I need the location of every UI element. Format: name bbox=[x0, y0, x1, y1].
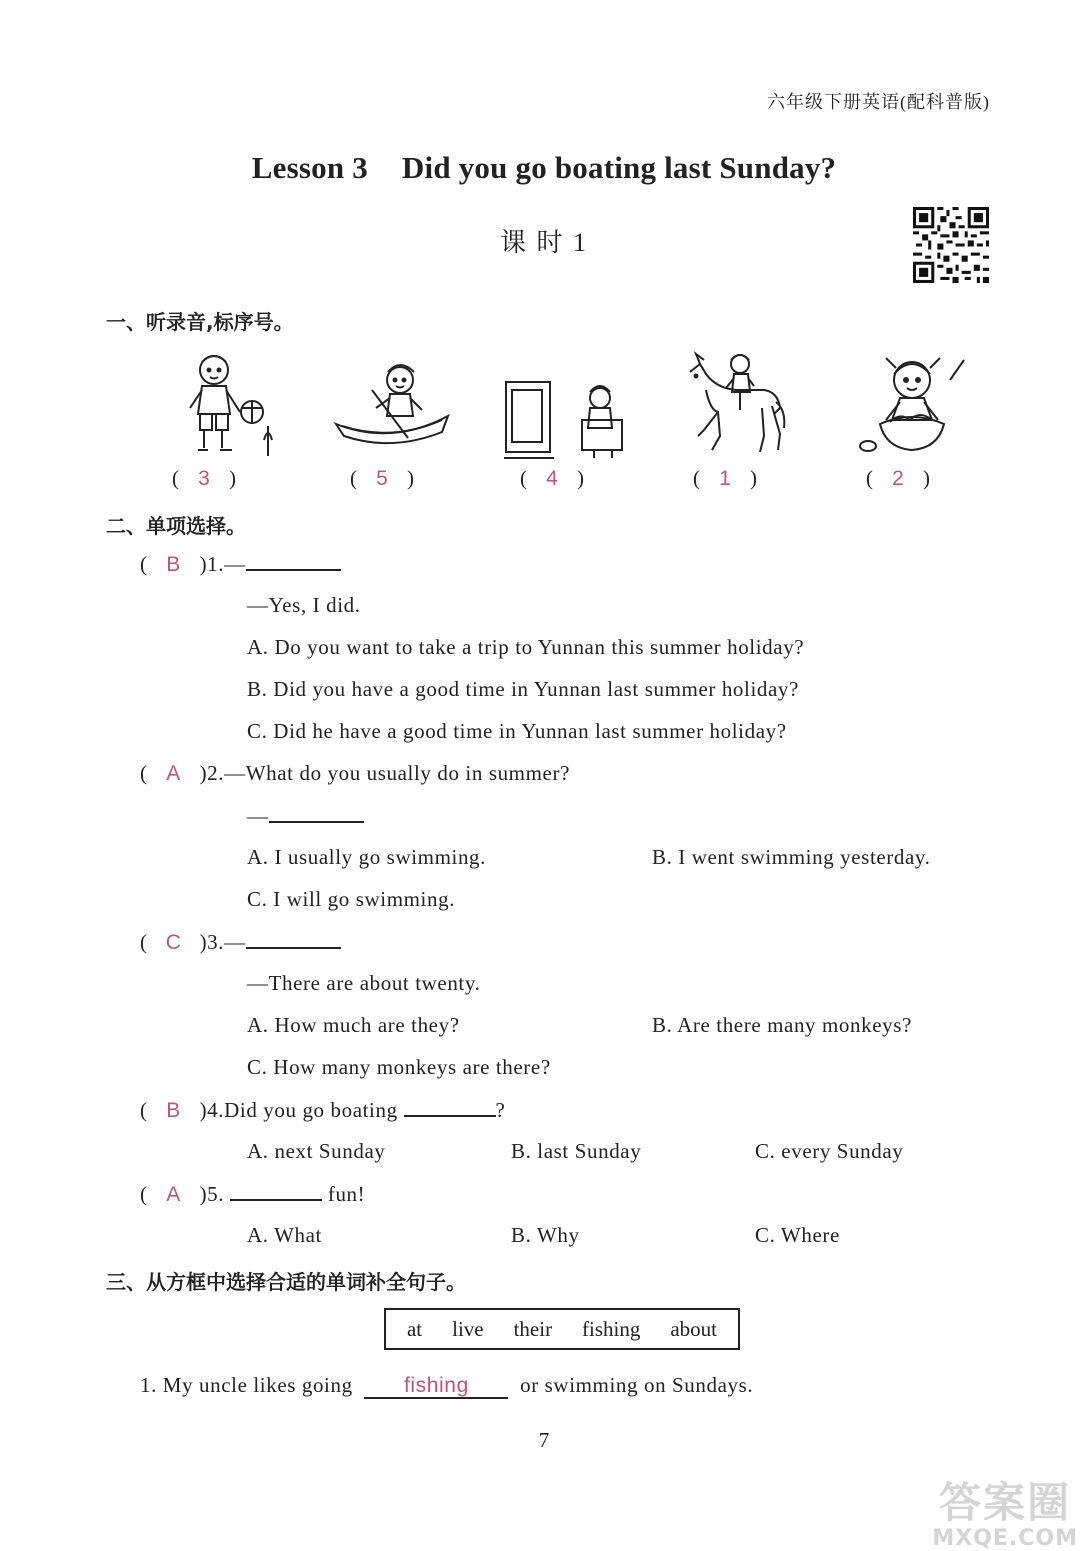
qr-code-icon[interactable] bbox=[913, 207, 989, 283]
question-2-prompt: —What do you usually do in summer? bbox=[224, 761, 570, 785]
question-4: ( B )4.Did you go boating ? bbox=[140, 1098, 506, 1122]
question-5-prompt: fun! bbox=[327, 1182, 366, 1206]
girl-washing-clothes-icon bbox=[850, 350, 970, 462]
watermark-logo-text: 答案圈 bbox=[939, 1478, 1072, 1527]
word-box-word: fishing bbox=[582, 1316, 641, 1341]
question-1-reply: —Yes, I did. bbox=[247, 593, 361, 617]
question-4-option-a: A. next Sunday bbox=[247, 1139, 386, 1163]
section-heading-listening: 一、听录音,标序号。 bbox=[106, 310, 294, 334]
answer-q3: C bbox=[165, 931, 182, 954]
question-3-option-b: B. Are there many monkeys? bbox=[652, 1013, 912, 1037]
word-box bbox=[384, 1308, 740, 1350]
question-2-option-c: C. I will go swimming. bbox=[247, 887, 456, 911]
book-header-note: 六年级下册英语(配科普版) bbox=[767, 92, 990, 112]
question-3-option-c: C. How many monkeys are there? bbox=[247, 1055, 551, 1079]
question-5-option-a: A. What bbox=[247, 1223, 322, 1247]
question-3-number: )3. bbox=[199, 930, 225, 954]
question-5-number: )5. bbox=[199, 1182, 225, 1206]
fill-sentence-1-start: 1. My uncle likes going bbox=[140, 1373, 353, 1397]
question-5: ( A )5. fun! bbox=[140, 1182, 366, 1206]
answer-q5: A bbox=[166, 1183, 181, 1206]
question-3: ( C )3.— bbox=[140, 929, 341, 955]
word-box-word: about bbox=[670, 1316, 717, 1341]
question-4-prompt: Did you go boating bbox=[224, 1098, 398, 1122]
answer-slot-picture-2: ( 5 ) bbox=[350, 466, 414, 490]
lesson-title bbox=[0, 150, 1088, 186]
site-watermark bbox=[932, 1470, 1078, 1551]
question-4-option-b: B. last Sunday bbox=[511, 1139, 642, 1163]
question-1-option-a: A. Do you want to take a trip to Yunnan this summer holiday? bbox=[247, 635, 805, 659]
answer-picture-3: 4 bbox=[546, 467, 558, 490]
section-heading-word-box: 三、从方框中选择合适的单词补全句子。 bbox=[106, 1270, 466, 1294]
word-box-word: live bbox=[452, 1316, 484, 1341]
blank-line bbox=[404, 1097, 496, 1117]
blank-line bbox=[246, 929, 341, 949]
question-3-option-a: A. How much are they? bbox=[247, 1013, 460, 1037]
answer-picture-1: 3 bbox=[198, 467, 210, 490]
page-number: 7 bbox=[538, 1428, 550, 1452]
boy-rowing-boat-icon bbox=[332, 350, 452, 462]
fill-answer-1: fishing bbox=[403, 1374, 469, 1397]
question-1-option-c: C. Did he have a good time in Yunnan last summer holiday? bbox=[247, 719, 787, 743]
question-2: ( A )2.—What do you usually do in summer? bbox=[140, 761, 570, 785]
question-1: ( B )1.— bbox=[140, 551, 341, 577]
fill-sentence-1 bbox=[140, 1373, 753, 1399]
lesson-number: Lesson 3 bbox=[251, 150, 368, 185]
tv-watching-icon bbox=[504, 350, 624, 462]
watermark-url: MXQE.COM bbox=[932, 1526, 1078, 1551]
blank-line bbox=[230, 1181, 322, 1201]
question-2-reply: — bbox=[247, 803, 364, 829]
boy-riding-horse-icon bbox=[676, 350, 796, 462]
question-5-option-b: B. Why bbox=[511, 1223, 580, 1247]
answer-q4: B bbox=[166, 1099, 181, 1122]
lesson-question: Did you go boating last Sunday? bbox=[401, 150, 837, 185]
answer-picture-4: 1 bbox=[719, 467, 731, 490]
question-2-option-b: B. I went swimming yesterday. bbox=[652, 845, 931, 869]
question-2-number: )2. bbox=[199, 761, 225, 785]
fill-sentence-1-end: or swimming on Sundays. bbox=[520, 1373, 754, 1397]
answer-slot-picture-3: ( 4 ) bbox=[520, 466, 584, 490]
period-subtitle: 课 时 1 bbox=[499, 228, 588, 257]
question-2-option-a: A. I usually go swimming. bbox=[247, 845, 486, 869]
question-1-number: )1. bbox=[199, 552, 225, 576]
answer-picture-2: 5 bbox=[376, 467, 388, 490]
boy-basketball-icon bbox=[174, 350, 294, 462]
question-4-option-c: C. every Sunday bbox=[755, 1139, 904, 1163]
answer-q1: B bbox=[166, 553, 181, 576]
answer-slot-picture-5: ( 2 ) bbox=[866, 466, 930, 490]
section-heading-choice: 二、单项选择。 bbox=[106, 514, 246, 538]
question-3-prompt: — bbox=[224, 930, 246, 954]
word-box-word: at bbox=[406, 1316, 423, 1341]
question-1-prompt: — bbox=[224, 552, 246, 576]
answer-picture-5: 2 bbox=[892, 467, 904, 490]
answer-slot-picture-1: ( 3 ) bbox=[172, 466, 236, 490]
question-4-prompt-end: ? bbox=[495, 1098, 506, 1122]
question-5-option-c: C. Where bbox=[755, 1223, 840, 1247]
question-4-number: )4. bbox=[199, 1098, 225, 1122]
word-box-word: their bbox=[513, 1316, 553, 1341]
answer-q2: A bbox=[166, 762, 181, 785]
blank-line bbox=[246, 551, 341, 571]
blank-line bbox=[269, 803, 364, 823]
question-3-reply: —There are about twenty. bbox=[247, 971, 481, 995]
question-1-option-b: B. Did you have a good time in Yunnan last summer holiday? bbox=[247, 677, 799, 701]
answer-slot-picture-4: ( 1 ) bbox=[693, 466, 757, 490]
